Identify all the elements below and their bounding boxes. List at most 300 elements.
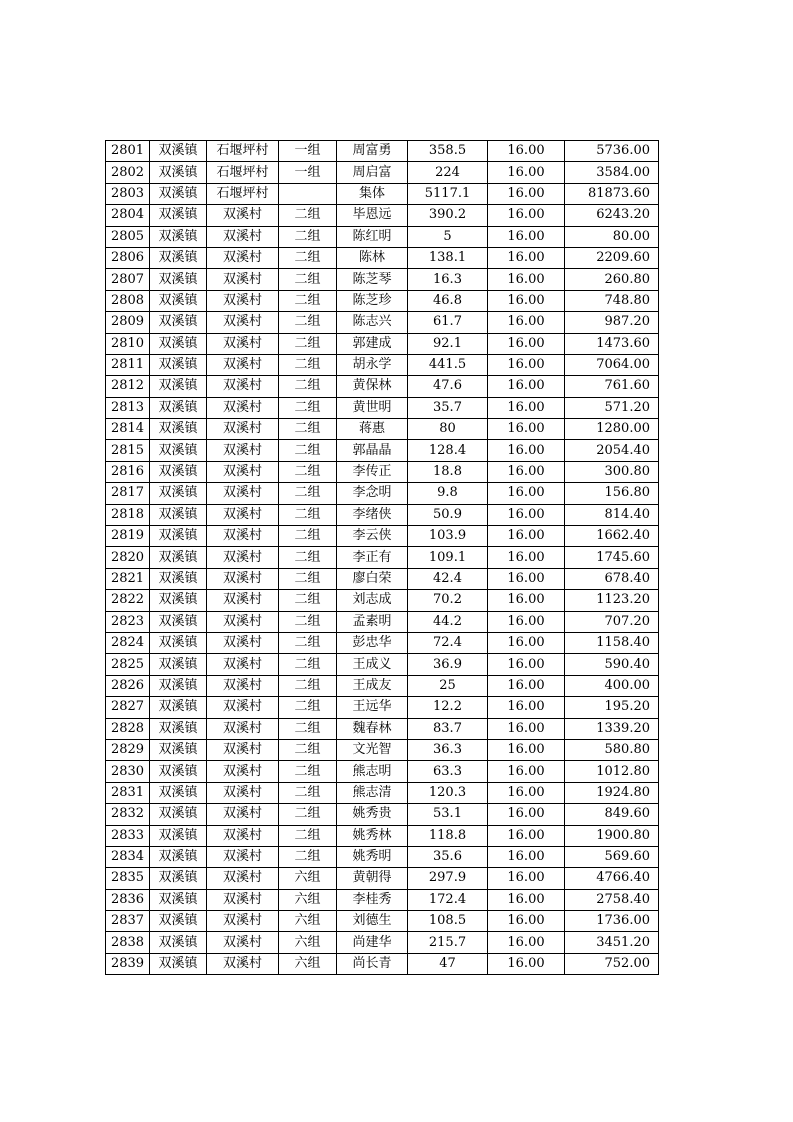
name-cell: 廖白荣 xyxy=(337,568,408,589)
amount-cell: 1473.60 xyxy=(565,333,659,354)
name-cell: 熊志明 xyxy=(337,761,408,782)
village-cell: 双溪村 xyxy=(207,739,279,760)
table-row xyxy=(106,290,659,311)
unit-price-cell: 16.00 xyxy=(488,568,565,589)
name-cell: 李云侠 xyxy=(337,526,408,547)
town-cell: 双溪镇 xyxy=(150,654,207,675)
unit-price-cell: 16.00 xyxy=(488,354,565,375)
unit-price-cell: 16.00 xyxy=(488,846,565,867)
group-cell: 二组 xyxy=(279,632,337,653)
area-cell: 46.8 xyxy=(408,290,488,311)
village-cell: 石堰坪村 xyxy=(207,183,279,204)
area-cell: 5 xyxy=(408,226,488,247)
name-cell: 李念明 xyxy=(337,483,408,504)
village-cell: 双溪村 xyxy=(207,782,279,803)
unit-price-cell: 16.00 xyxy=(488,226,565,247)
town-cell: 双溪镇 xyxy=(150,226,207,247)
table-row xyxy=(106,141,659,162)
table-row xyxy=(106,568,659,589)
row-number-cell: 2816 xyxy=(106,461,150,482)
town-cell: 双溪镇 xyxy=(150,718,207,739)
row-number-cell: 2801 xyxy=(106,141,150,162)
name-cell: 刘德生 xyxy=(337,911,408,932)
table-row xyxy=(106,312,659,333)
name-cell: 魏春林 xyxy=(337,718,408,739)
area-cell: 53.1 xyxy=(408,804,488,825)
town-cell: 双溪镇 xyxy=(150,269,207,290)
area-cell: 61.7 xyxy=(408,312,488,333)
village-cell: 双溪村 xyxy=(207,290,279,311)
table-row xyxy=(106,526,659,547)
row-number-cell: 2803 xyxy=(106,183,150,204)
name-cell: 尚长青 xyxy=(337,953,408,974)
town-cell: 双溪镇 xyxy=(150,483,207,504)
table-row xyxy=(106,761,659,782)
row-number-cell: 2826 xyxy=(106,675,150,696)
table-row xyxy=(106,590,659,611)
unit-price-cell: 16.00 xyxy=(488,697,565,718)
name-cell: 黄世明 xyxy=(337,397,408,418)
table-row xyxy=(106,483,659,504)
village-cell: 双溪村 xyxy=(207,419,279,440)
village-cell: 双溪村 xyxy=(207,397,279,418)
town-cell: 双溪镇 xyxy=(150,911,207,932)
name-cell: 陈芝琴 xyxy=(337,269,408,290)
village-cell: 双溪村 xyxy=(207,547,279,568)
unit-price-cell: 16.00 xyxy=(488,376,565,397)
row-number-cell: 2835 xyxy=(106,868,150,889)
unit-price-cell: 16.00 xyxy=(488,718,565,739)
name-cell: 尚建华 xyxy=(337,932,408,953)
area-cell: 35.6 xyxy=(408,846,488,867)
table-row xyxy=(106,697,659,718)
row-number-cell: 2822 xyxy=(106,590,150,611)
area-cell: 9.8 xyxy=(408,483,488,504)
area-cell: 70.2 xyxy=(408,590,488,611)
area-cell: 50.9 xyxy=(408,504,488,525)
town-cell: 双溪镇 xyxy=(150,739,207,760)
table-row xyxy=(106,269,659,290)
group-cell: 二组 xyxy=(279,590,337,611)
group-cell: 二组 xyxy=(279,290,337,311)
unit-price-cell: 16.00 xyxy=(488,547,565,568)
village-cell: 双溪村 xyxy=(207,654,279,675)
name-cell: 王远华 xyxy=(337,697,408,718)
table-body xyxy=(106,141,659,975)
area-cell: 16.3 xyxy=(408,269,488,290)
area-cell: 80 xyxy=(408,419,488,440)
table-row xyxy=(106,333,659,354)
name-cell: 李正有 xyxy=(337,547,408,568)
group-cell: 六组 xyxy=(279,911,337,932)
village-cell: 双溪村 xyxy=(207,846,279,867)
name-cell: 文光智 xyxy=(337,739,408,760)
area-cell: 42.4 xyxy=(408,568,488,589)
row-number-cell: 2837 xyxy=(106,911,150,932)
amount-cell: 81873.60 xyxy=(565,183,659,204)
town-cell: 双溪镇 xyxy=(150,825,207,846)
name-cell: 陈芝珍 xyxy=(337,290,408,311)
unit-price-cell: 16.00 xyxy=(488,632,565,653)
row-number-cell: 2829 xyxy=(106,739,150,760)
town-cell: 双溪镇 xyxy=(150,162,207,183)
table-row xyxy=(106,205,659,226)
area-cell: 390.2 xyxy=(408,205,488,226)
table-row xyxy=(106,739,659,760)
group-cell: 二组 xyxy=(279,654,337,675)
unit-price-cell: 16.00 xyxy=(488,782,565,803)
group-cell: 一组 xyxy=(279,141,337,162)
row-number-cell: 2812 xyxy=(106,376,150,397)
amount-cell: 2209.60 xyxy=(565,247,659,268)
town-cell: 双溪镇 xyxy=(150,183,207,204)
group-cell: 二组 xyxy=(279,419,337,440)
unit-price-cell: 16.00 xyxy=(488,889,565,910)
table-row xyxy=(106,183,659,204)
amount-cell: 569.60 xyxy=(565,846,659,867)
table-row xyxy=(106,226,659,247)
area-cell: 35.7 xyxy=(408,397,488,418)
group-cell: 二组 xyxy=(279,354,337,375)
unit-price-cell: 16.00 xyxy=(488,312,565,333)
amount-cell: 80.00 xyxy=(565,226,659,247)
row-number-cell: 2832 xyxy=(106,804,150,825)
town-cell: 双溪镇 xyxy=(150,697,207,718)
name-cell: 李桂秀 xyxy=(337,889,408,910)
unit-price-cell: 16.00 xyxy=(488,911,565,932)
town-cell: 双溪镇 xyxy=(150,333,207,354)
area-cell: 63.3 xyxy=(408,761,488,782)
amount-cell: 761.60 xyxy=(565,376,659,397)
amount-cell: 849.60 xyxy=(565,804,659,825)
area-cell: 108.5 xyxy=(408,911,488,932)
amount-cell: 1158.40 xyxy=(565,632,659,653)
unit-price-cell: 16.00 xyxy=(488,461,565,482)
name-cell: 陈红明 xyxy=(337,226,408,247)
group-cell: 六组 xyxy=(279,932,337,953)
village-cell: 双溪村 xyxy=(207,483,279,504)
amount-cell: 1123.20 xyxy=(565,590,659,611)
amount-cell: 678.40 xyxy=(565,568,659,589)
amount-cell: 5736.00 xyxy=(565,141,659,162)
name-cell: 胡永学 xyxy=(337,354,408,375)
name-cell: 毕恩远 xyxy=(337,205,408,226)
unit-price-cell: 16.00 xyxy=(488,333,565,354)
amount-cell: 814.40 xyxy=(565,504,659,525)
name-cell: 彭忠华 xyxy=(337,632,408,653)
row-number-cell: 2823 xyxy=(106,611,150,632)
village-cell: 双溪村 xyxy=(207,868,279,889)
town-cell: 双溪镇 xyxy=(150,461,207,482)
name-cell: 郭建成 xyxy=(337,333,408,354)
unit-price-cell: 16.00 xyxy=(488,804,565,825)
area-cell: 36.3 xyxy=(408,739,488,760)
village-cell: 双溪村 xyxy=(207,333,279,354)
town-cell: 双溪镇 xyxy=(150,932,207,953)
unit-price-cell: 16.00 xyxy=(488,590,565,611)
unit-price-cell: 16.00 xyxy=(488,761,565,782)
town-cell: 双溪镇 xyxy=(150,846,207,867)
row-number-cell: 2815 xyxy=(106,440,150,461)
group-cell: 二组 xyxy=(279,504,337,525)
area-cell: 120.3 xyxy=(408,782,488,803)
town-cell: 双溪镇 xyxy=(150,526,207,547)
group-cell: 二组 xyxy=(279,397,337,418)
name-cell: 李绪侠 xyxy=(337,504,408,525)
town-cell: 双溪镇 xyxy=(150,504,207,525)
group-cell: 二组 xyxy=(279,611,337,632)
unit-price-cell: 16.00 xyxy=(488,440,565,461)
table-row xyxy=(106,547,659,568)
amount-cell: 300.80 xyxy=(565,461,659,482)
data-table xyxy=(105,140,659,975)
name-cell: 姚秀林 xyxy=(337,825,408,846)
group-cell: 二组 xyxy=(279,312,337,333)
village-cell: 双溪村 xyxy=(207,247,279,268)
row-number-cell: 2807 xyxy=(106,269,150,290)
name-cell: 郭晶晶 xyxy=(337,440,408,461)
row-number-cell: 2839 xyxy=(106,953,150,974)
table-row xyxy=(106,376,659,397)
row-number-cell: 2810 xyxy=(106,333,150,354)
amount-cell: 2054.40 xyxy=(565,440,659,461)
table-row xyxy=(106,675,659,696)
table-row xyxy=(106,953,659,974)
town-cell: 双溪镇 xyxy=(150,354,207,375)
area-cell: 92.1 xyxy=(408,333,488,354)
area-cell: 441.5 xyxy=(408,354,488,375)
unit-price-cell: 16.00 xyxy=(488,183,565,204)
group-cell: 二组 xyxy=(279,825,337,846)
town-cell: 双溪镇 xyxy=(150,611,207,632)
unit-price-cell: 16.00 xyxy=(488,932,565,953)
amount-cell: 3584.00 xyxy=(565,162,659,183)
area-cell: 83.7 xyxy=(408,718,488,739)
row-number-cell: 2827 xyxy=(106,697,150,718)
unit-price-cell: 16.00 xyxy=(488,611,565,632)
group-cell: 六组 xyxy=(279,953,337,974)
row-number-cell: 2830 xyxy=(106,761,150,782)
town-cell: 双溪镇 xyxy=(150,804,207,825)
area-cell: 215.7 xyxy=(408,932,488,953)
table-row xyxy=(106,440,659,461)
unit-price-cell: 16.00 xyxy=(488,247,565,268)
table-row xyxy=(106,782,659,803)
row-number-cell: 2833 xyxy=(106,825,150,846)
village-cell: 双溪村 xyxy=(207,526,279,547)
unit-price-cell: 16.00 xyxy=(488,269,565,290)
area-cell: 25 xyxy=(408,675,488,696)
village-cell: 双溪村 xyxy=(207,205,279,226)
unit-price-cell: 16.00 xyxy=(488,205,565,226)
group-cell: 六组 xyxy=(279,868,337,889)
village-cell: 双溪村 xyxy=(207,804,279,825)
row-number-cell: 2804 xyxy=(106,205,150,226)
group-cell: 二组 xyxy=(279,568,337,589)
group-cell: 二组 xyxy=(279,846,337,867)
name-cell: 陈志兴 xyxy=(337,312,408,333)
table-row xyxy=(106,718,659,739)
table-row xyxy=(106,354,659,375)
row-number-cell: 2836 xyxy=(106,889,150,910)
unit-price-cell: 16.00 xyxy=(488,526,565,547)
unit-price-cell: 16.00 xyxy=(488,483,565,504)
village-cell: 双溪村 xyxy=(207,461,279,482)
group-cell: 一组 xyxy=(279,162,337,183)
town-cell: 双溪镇 xyxy=(150,675,207,696)
town-cell: 双溪镇 xyxy=(150,205,207,226)
amount-cell: 1745.60 xyxy=(565,547,659,568)
amount-cell: 590.40 xyxy=(565,654,659,675)
name-cell: 王成义 xyxy=(337,654,408,675)
area-cell: 118.8 xyxy=(408,825,488,846)
amount-cell: 748.80 xyxy=(565,290,659,311)
name-cell: 蒋惠 xyxy=(337,419,408,440)
village-cell: 双溪村 xyxy=(207,718,279,739)
group-cell: 二组 xyxy=(279,718,337,739)
amount-cell: 4766.40 xyxy=(565,868,659,889)
town-cell: 双溪镇 xyxy=(150,376,207,397)
amount-cell: 1339.20 xyxy=(565,718,659,739)
area-cell: 172.4 xyxy=(408,889,488,910)
table-row xyxy=(106,611,659,632)
amount-cell: 1012.80 xyxy=(565,761,659,782)
table-row xyxy=(106,504,659,525)
village-cell: 双溪村 xyxy=(207,675,279,696)
unit-price-cell: 16.00 xyxy=(488,739,565,760)
amount-cell: 1736.00 xyxy=(565,911,659,932)
row-number-cell: 2808 xyxy=(106,290,150,311)
group-cell: 二组 xyxy=(279,804,337,825)
area-cell: 12.2 xyxy=(408,697,488,718)
unit-price-cell: 16.00 xyxy=(488,141,565,162)
amount-cell: 1662.40 xyxy=(565,526,659,547)
group-cell: 二组 xyxy=(279,739,337,760)
village-cell: 双溪村 xyxy=(207,590,279,611)
area-cell: 103.9 xyxy=(408,526,488,547)
area-cell: 47.6 xyxy=(408,376,488,397)
village-cell: 石堰坪村 xyxy=(207,162,279,183)
group-cell: 二组 xyxy=(279,461,337,482)
town-cell: 双溪镇 xyxy=(150,868,207,889)
village-cell: 双溪村 xyxy=(207,568,279,589)
row-number-cell: 2831 xyxy=(106,782,150,803)
town-cell: 双溪镇 xyxy=(150,568,207,589)
unit-price-cell: 16.00 xyxy=(488,162,565,183)
group-cell: 二组 xyxy=(279,376,337,397)
town-cell: 双溪镇 xyxy=(150,889,207,910)
table-row xyxy=(106,632,659,653)
amount-cell: 400.00 xyxy=(565,675,659,696)
unit-price-cell: 16.00 xyxy=(488,868,565,889)
table-row xyxy=(106,825,659,846)
amount-cell: 571.20 xyxy=(565,397,659,418)
table-row xyxy=(106,868,659,889)
amount-cell: 2758.40 xyxy=(565,889,659,910)
unit-price-cell: 16.00 xyxy=(488,825,565,846)
village-cell: 双溪村 xyxy=(207,697,279,718)
amount-cell: 707.20 xyxy=(565,611,659,632)
table-row xyxy=(106,419,659,440)
row-number-cell: 2838 xyxy=(106,932,150,953)
name-cell: 姚秀贵 xyxy=(337,804,408,825)
name-cell: 刘志成 xyxy=(337,590,408,611)
row-number-cell: 2811 xyxy=(106,354,150,375)
area-cell: 109.1 xyxy=(408,547,488,568)
amount-cell: 3451.20 xyxy=(565,932,659,953)
table-row xyxy=(106,461,659,482)
amount-cell: 1280.00 xyxy=(565,419,659,440)
unit-price-cell: 16.00 xyxy=(488,953,565,974)
group-cell: 二组 xyxy=(279,247,337,268)
village-cell: 石堰坪村 xyxy=(207,141,279,162)
village-cell: 双溪村 xyxy=(207,761,279,782)
town-cell: 双溪镇 xyxy=(150,440,207,461)
table-row xyxy=(106,247,659,268)
village-cell: 双溪村 xyxy=(207,312,279,333)
amount-cell: 156.80 xyxy=(565,483,659,504)
town-cell: 双溪镇 xyxy=(150,290,207,311)
table-row xyxy=(106,654,659,675)
amount-cell: 1900.80 xyxy=(565,825,659,846)
name-cell: 黄保林 xyxy=(337,376,408,397)
amount-cell: 752.00 xyxy=(565,953,659,974)
row-number-cell: 2805 xyxy=(106,226,150,247)
table-row xyxy=(106,397,659,418)
group-cell: 二组 xyxy=(279,697,337,718)
town-cell: 双溪镇 xyxy=(150,419,207,440)
unit-price-cell: 16.00 xyxy=(488,397,565,418)
town-cell: 双溪镇 xyxy=(150,312,207,333)
area-cell: 358.5 xyxy=(408,141,488,162)
village-cell: 双溪村 xyxy=(207,632,279,653)
name-cell: 周富勇 xyxy=(337,141,408,162)
village-cell: 双溪村 xyxy=(207,354,279,375)
row-number-cell: 2824 xyxy=(106,632,150,653)
area-cell: 138.1 xyxy=(408,247,488,268)
amount-cell: 7064.00 xyxy=(565,354,659,375)
village-cell: 双溪村 xyxy=(207,376,279,397)
amount-cell: 987.20 xyxy=(565,312,659,333)
group-cell: 二组 xyxy=(279,547,337,568)
table-row xyxy=(106,889,659,910)
town-cell: 双溪镇 xyxy=(150,547,207,568)
group-cell: 二组 xyxy=(279,675,337,696)
table-row xyxy=(106,911,659,932)
name-cell: 周启富 xyxy=(337,162,408,183)
row-number-cell: 2820 xyxy=(106,547,150,568)
group-cell: 二组 xyxy=(279,483,337,504)
group-cell: 二组 xyxy=(279,782,337,803)
group-cell xyxy=(279,183,337,204)
group-cell: 二组 xyxy=(279,440,337,461)
name-cell: 集体 xyxy=(337,183,408,204)
area-cell: 44.2 xyxy=(408,611,488,632)
town-cell: 双溪镇 xyxy=(150,782,207,803)
group-cell: 二组 xyxy=(279,205,337,226)
row-number-cell: 2806 xyxy=(106,247,150,268)
row-number-cell: 2834 xyxy=(106,846,150,867)
name-cell: 李传正 xyxy=(337,461,408,482)
unit-price-cell: 16.00 xyxy=(488,504,565,525)
name-cell: 姚秀明 xyxy=(337,846,408,867)
row-number-cell: 2828 xyxy=(106,718,150,739)
town-cell: 双溪镇 xyxy=(150,590,207,611)
town-cell: 双溪镇 xyxy=(150,953,207,974)
group-cell: 六组 xyxy=(279,889,337,910)
town-cell: 双溪镇 xyxy=(150,247,207,268)
row-number-cell: 2813 xyxy=(106,397,150,418)
